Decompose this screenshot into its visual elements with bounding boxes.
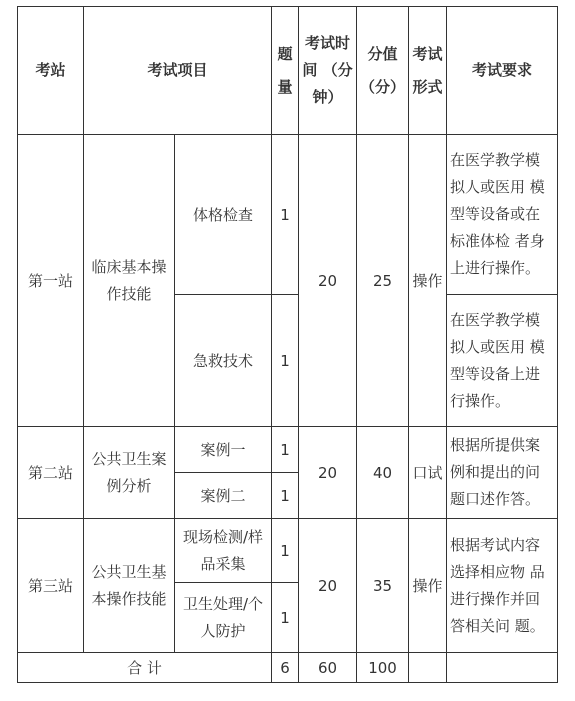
question-count: 1 [272, 519, 299, 583]
table-row [18, 427, 558, 473]
total-score: 100 [357, 653, 409, 683]
exam-time: 20 [299, 519, 357, 653]
table-row [18, 519, 558, 583]
exam-form: 操作 [409, 135, 447, 427]
exam-requirement: 根据所提供案 例和提出的问 题口述作答。 [447, 427, 558, 519]
station-name: 第一站 [18, 135, 84, 427]
exam-score: 40 [357, 427, 409, 519]
question-count: 1 [272, 473, 299, 519]
exam-requirement: 在医学教学模 拟人或医用 模 型等设备上进 行操作。 [447, 295, 558, 427]
table-row [18, 135, 558, 295]
station-name: 第二站 [18, 427, 84, 519]
question-count: 1 [272, 135, 299, 295]
exam-time: 20 [299, 135, 357, 427]
total-form-empty [409, 653, 447, 683]
total-time: 60 [299, 653, 357, 683]
station-name: 第三站 [18, 519, 84, 653]
exam-form: 口试 [409, 427, 447, 519]
exam-requirement: 在医学教学模 拟人或医用 模 型等设备或在 标准体检 者身 上进行操作。 [447, 135, 558, 295]
exam-score: 35 [357, 519, 409, 653]
total-row [18, 653, 558, 683]
exam-form: 操作 [409, 519, 447, 653]
sub-item: 体格检查 [175, 135, 272, 295]
total-count: 6 [272, 653, 299, 683]
sub-item: 急救技术 [175, 295, 272, 427]
exam-item: 公共卫生基 本操作技能 [84, 519, 175, 653]
sub-item: 卫生处理/个 人防护 [175, 583, 272, 653]
sub-item: 案例一 [175, 427, 272, 473]
sub-item: 现场检测/样 品采集 [175, 519, 272, 583]
header-item: 考试项目 [84, 7, 272, 135]
header-score: 分值 （分） [357, 7, 409, 135]
header-form: 考试 形式 [409, 7, 447, 135]
header-row [18, 7, 558, 135]
header-requirement: 考试要求 [447, 7, 558, 135]
header-time: 考试时 间 （分 钟） [299, 7, 357, 135]
header-count: 题 量 [272, 7, 299, 135]
question-count: 1 [272, 295, 299, 427]
sub-item: 案例二 [175, 473, 272, 519]
exam-item: 临床基本操 作技能 [84, 135, 175, 427]
exam-requirement: 根据考试内容 选择相应物 品 进行操作并回 答相关问 题。 [447, 519, 558, 653]
question-count: 1 [272, 427, 299, 473]
exam-item: 公共卫生案 例分析 [84, 427, 175, 519]
total-requirement-empty [447, 653, 558, 683]
exam-table [17, 6, 558, 683]
total-label: 合 计 [18, 653, 272, 683]
question-count: 1 [272, 583, 299, 653]
exam-score: 25 [357, 135, 409, 427]
header-station: 考站 [18, 7, 84, 135]
exam-time: 20 [299, 427, 357, 519]
